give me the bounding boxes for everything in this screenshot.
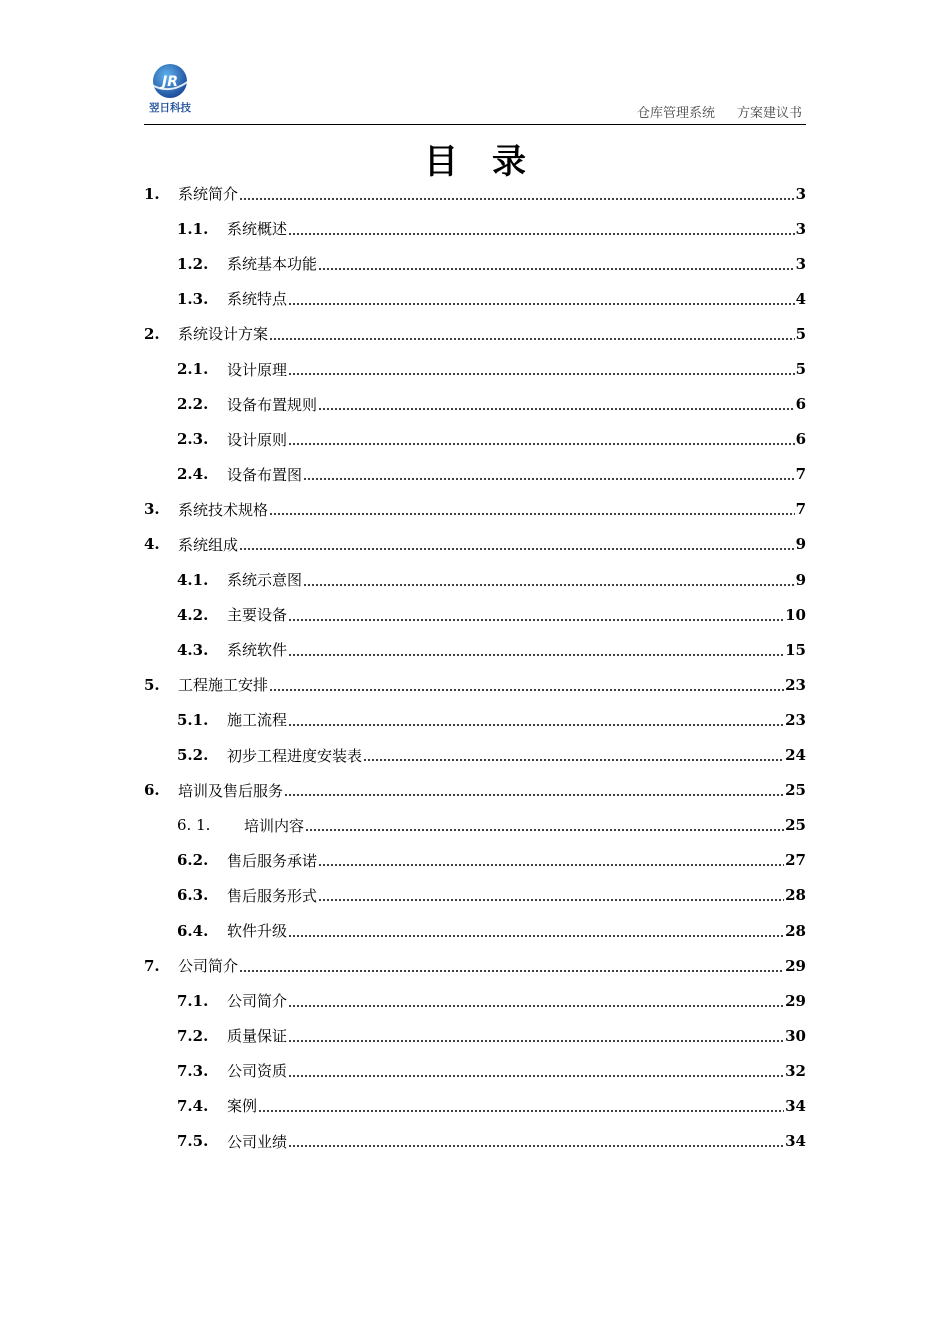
toc-entry[interactable]	[144, 1124, 806, 1159]
toc-entry-number: 7.	[144, 956, 160, 975]
toc-dot-leader	[288, 654, 784, 656]
toc-entry-page-number: 23	[785, 710, 806, 729]
toc-dot-leader	[288, 935, 784, 937]
toc-entry-page-number: 29	[785, 991, 806, 1010]
toc-entry[interactable]	[144, 983, 806, 1018]
table-of-contents	[144, 176, 806, 1159]
toc-entry[interactable]	[144, 773, 806, 808]
toc-entry-page-number: 3	[795, 254, 806, 273]
toc-entry-page-number: 28	[785, 921, 806, 940]
toc-entry-page-number: 9	[795, 535, 806, 554]
toc-entry-number: 2.	[144, 324, 160, 343]
toc-entry-label: 系统技术规格	[178, 500, 269, 519]
toc-entry[interactable]	[144, 948, 806, 983]
toc-entry-number: 7.3.	[177, 1061, 209, 1080]
toc-entry-label: 质量保证	[227, 1027, 288, 1046]
toc-entry-number: 6.2.	[177, 851, 209, 870]
toc-entry-page-number: 29	[785, 956, 806, 975]
toc-entry[interactable]	[144, 597, 806, 632]
toc-entry-number: 4.3.	[177, 640, 209, 659]
toc-entry-label: 案例	[227, 1097, 258, 1116]
toc-dot-leader	[288, 373, 795, 375]
toc-entry-page-number: 34	[785, 1096, 806, 1115]
toc-entry-page-number: 5	[795, 324, 806, 343]
toc-entry-number: 1.3.	[177, 289, 209, 308]
toc-entry-label: 系统特点	[227, 290, 288, 309]
toc-entry[interactable]	[144, 738, 806, 773]
toc-dot-leader	[288, 1145, 784, 1147]
toc-entry-page-number: 4	[795, 289, 806, 308]
toc-entry-label: 系统示意图	[227, 571, 303, 590]
toc-entry-page-number: 7	[795, 465, 806, 484]
toc-dot-leader	[288, 1005, 784, 1007]
toc-entry[interactable]	[144, 913, 806, 948]
toc-entry-number: 2.3.	[177, 430, 209, 449]
toc-entry[interactable]	[144, 632, 806, 667]
toc-entry-page-number: 3	[795, 219, 806, 238]
toc-entry-number: 5.1.	[177, 710, 209, 729]
toc-entry-number: 3.	[144, 500, 160, 519]
toc-dot-leader	[288, 1040, 784, 1042]
toc-entry[interactable]	[144, 1018, 806, 1053]
toc-entry-label: 系统概述	[227, 220, 288, 239]
toc-entry-page-number: 9	[795, 570, 806, 589]
toc-entry[interactable]	[144, 492, 806, 527]
toc-entry-number: 5.	[144, 675, 160, 694]
toc-entry-label: 公司简介	[178, 957, 239, 976]
toc-entry-label: 系统组成	[178, 535, 239, 554]
toc-entry-label: 施工流程	[227, 711, 288, 730]
toc-entry-number: 4.	[144, 535, 160, 554]
toc-entry-number: 2.1.	[177, 360, 209, 379]
toc-entry-page-number: 23	[785, 675, 806, 694]
toc-entry-page-number: 28	[785, 886, 806, 905]
toc-entry-page-number: 30	[785, 1026, 806, 1045]
toc-entry-number: 6.3.	[177, 886, 209, 905]
logo-text: 翌日科技	[149, 102, 191, 114]
toc-entry-number: 7.2.	[177, 1026, 209, 1045]
toc-dot-leader	[288, 619, 784, 621]
toc-entry-label: 培训内容	[244, 816, 305, 835]
toc-entry[interactable]	[144, 808, 806, 843]
toc-entry-number: 7.4.	[177, 1096, 209, 1115]
toc-dot-leader	[303, 584, 795, 586]
toc-dot-leader	[318, 899, 784, 901]
toc-entry-label: 初步工程进度安装表	[227, 746, 363, 765]
toc-entry-page-number: 7	[795, 500, 806, 519]
toc-dot-leader	[288, 303, 795, 305]
toc-entry[interactable]	[144, 562, 806, 597]
toc-dot-leader	[303, 478, 795, 480]
toc-dot-leader	[363, 759, 784, 761]
toc-entry[interactable]	[144, 1088, 806, 1123]
toc-entry-label: 设计原则	[227, 430, 288, 449]
toc-entry[interactable]	[144, 667, 806, 702]
toc-dot-leader	[239, 970, 784, 972]
toc-entry-label: 系统简介	[178, 185, 239, 204]
page-header	[144, 62, 806, 125]
toc-entry-label: 系统软件	[227, 641, 288, 660]
toc-entry[interactable]	[144, 878, 806, 913]
toc-entry-label: 设备布置图	[227, 465, 303, 484]
toc-entry-label: 售后服务形式	[227, 886, 318, 905]
toc-entry-number: 1.1.	[177, 219, 209, 238]
toc-dot-leader	[318, 268, 795, 270]
toc-entry-number: 4.1.	[177, 570, 209, 589]
toc-entry[interactable]	[144, 211, 806, 246]
toc-entry-label: 培训及售后服务	[178, 781, 284, 800]
toc-entry-number: 2.4.	[177, 465, 209, 484]
toc-entry-label: 公司业绩	[227, 1132, 288, 1151]
toc-entry[interactable]	[144, 457, 806, 492]
toc-entry-label: 公司资质	[227, 1062, 288, 1081]
toc-entry-page-number: 27	[785, 851, 806, 870]
toc-entry-label: 系统设计方案	[178, 325, 269, 344]
toc-dot-leader	[318, 864, 784, 866]
toc-entry[interactable]	[144, 1053, 806, 1088]
toc-entry-page-number: 6	[795, 430, 806, 449]
toc-entry-page-number: 32	[785, 1061, 806, 1080]
toc-entry-page-number: 15	[785, 640, 806, 659]
toc-entry-page-number: 34	[785, 1132, 806, 1151]
toc-entry-number: 6.4.	[177, 921, 209, 940]
toc-entry-number: 7.1.	[177, 991, 209, 1010]
toc-entry[interactable]	[144, 387, 806, 422]
toc-entry[interactable]	[144, 176, 806, 211]
toc-dot-leader	[288, 233, 795, 235]
toc-entry-label: 软件升级	[227, 922, 288, 941]
toc-entry-label: 设计原理	[227, 360, 288, 379]
svg-text:JR: JR	[162, 74, 178, 90]
toc-entry-page-number: 6	[795, 395, 806, 414]
toc-entry-page-number: 24	[785, 746, 806, 765]
toc-entry[interactable]	[144, 316, 806, 351]
toc-entry-label: 售后服务承诺	[227, 851, 318, 870]
toc-entry[interactable]	[144, 351, 806, 386]
toc-dot-leader	[269, 513, 795, 515]
toc-dot-leader	[288, 724, 784, 726]
toc-entry-page-number: 5	[795, 360, 806, 379]
toc-entry-number: 4.2.	[177, 605, 209, 624]
toc-entry-number: 6. 1.	[177, 816, 211, 835]
toc-entry-number: 7.5.	[177, 1132, 209, 1151]
toc-entry-page-number: 25	[785, 816, 806, 835]
toc-entry[interactable]	[144, 281, 806, 316]
toc-entry-label: 设备布置规则	[227, 395, 318, 414]
toc-entry-number: 1.2.	[177, 254, 209, 273]
toc-entry-number: 6.	[144, 781, 160, 800]
document-type: 方案建议书	[736, 106, 802, 121]
toc-entry-label: 公司简介	[227, 992, 288, 1011]
toc-entry-label: 主要设备	[227, 606, 288, 625]
toc-entry-number: 1.	[144, 184, 160, 203]
toc-dot-leader	[269, 338, 795, 340]
toc-dot-leader	[239, 548, 795, 550]
header-title	[637, 102, 802, 121]
toc-dot-leader	[288, 1075, 784, 1077]
toc-entry[interactable]	[144, 702, 806, 737]
toc-entry-number: 2.2.	[177, 395, 209, 414]
toc-entry[interactable]	[144, 843, 806, 878]
toc-entry-page-number: 10	[785, 605, 806, 624]
toc-entry[interactable]	[144, 422, 806, 457]
toc-dot-leader	[258, 1110, 784, 1112]
toc-dot-leader	[284, 794, 784, 796]
toc-title: 目录	[424, 142, 560, 182]
toc-entry-page-number: 25	[785, 781, 806, 800]
toc-entry-page-number: 3	[795, 184, 806, 203]
toc-entry[interactable]	[144, 246, 806, 281]
toc-entry-label: 系统基本功能	[227, 255, 318, 274]
toc-dot-leader	[318, 408, 795, 410]
toc-entry-number: 5.2.	[177, 746, 209, 765]
toc-dot-leader	[305, 829, 784, 831]
toc-dot-leader	[288, 443, 795, 445]
toc-dot-leader	[239, 198, 795, 200]
toc-entry-label: 工程施工安排	[178, 676, 269, 695]
toc-entry[interactable]	[144, 527, 806, 562]
document-system-name: 仓库管理系统	[636, 106, 715, 121]
toc-dot-leader	[269, 689, 784, 691]
